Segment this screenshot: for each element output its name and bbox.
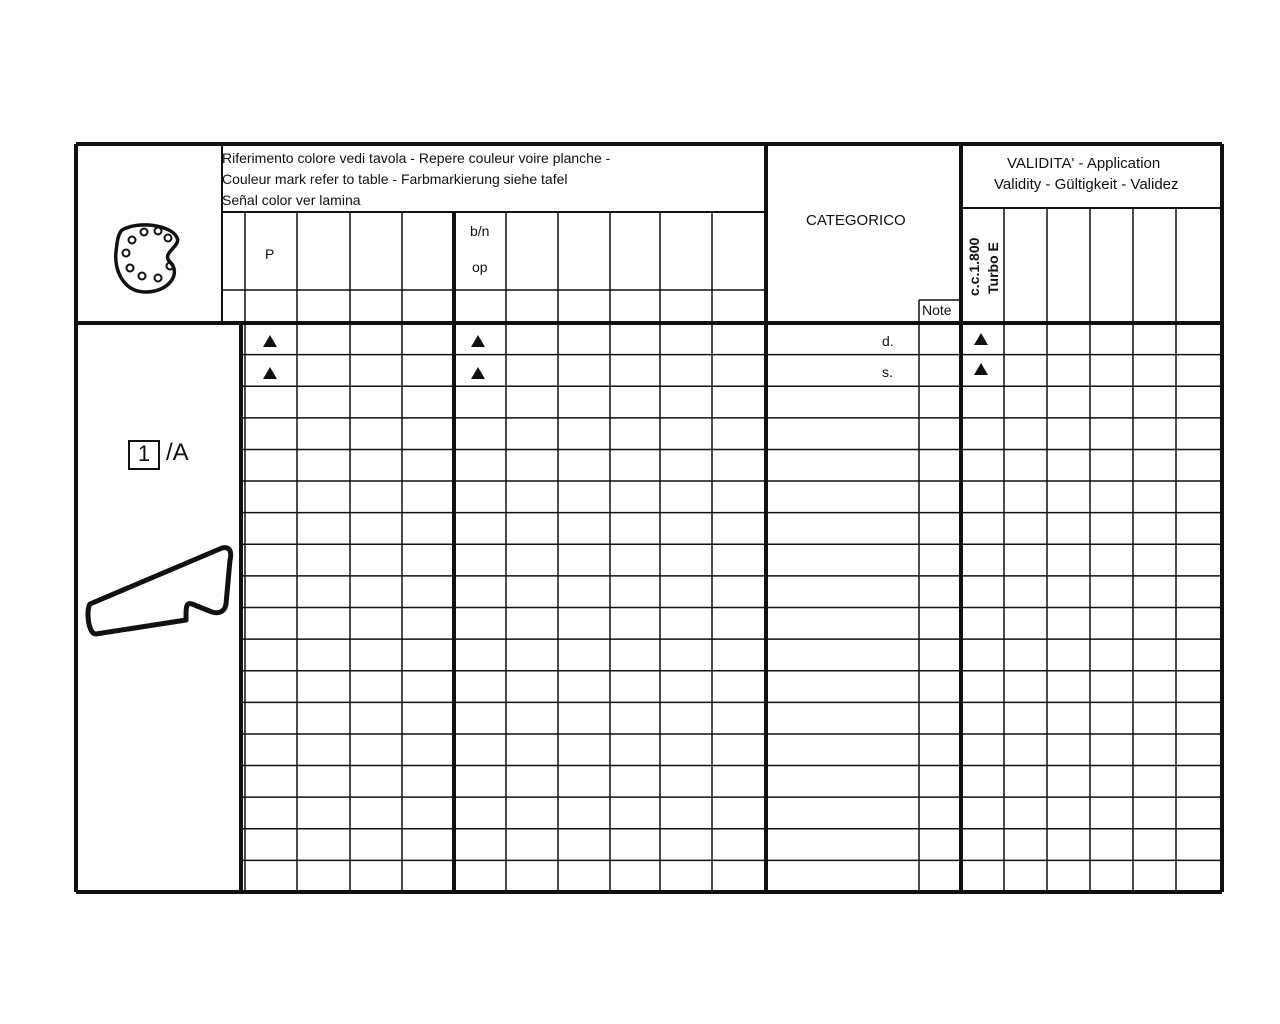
validity-title-strong: VALIDITA' bbox=[1007, 155, 1075, 172]
note-label: Note bbox=[922, 302, 952, 318]
reference-line-2: Couleur mark refer to table - Farbmarkierung siehe tafel bbox=[222, 171, 568, 187]
validity-model-line-1: c.c.1.800 bbox=[966, 237, 982, 296]
triangle-mark-icon bbox=[263, 367, 277, 379]
validity-title bbox=[1007, 156, 1160, 171]
validity-title-rest: - Application bbox=[1074, 155, 1161, 172]
validity-subtitle: Validity - Gültigkeit - Validez bbox=[994, 176, 1179, 193]
triangle-mark-icon bbox=[471, 335, 485, 347]
column-bn-label: b/n bbox=[470, 223, 490, 239]
triangle-mark-icon bbox=[974, 333, 988, 345]
category-title: CATEGORICO bbox=[806, 212, 906, 229]
reference-line-3: Señal color ver lamina bbox=[222, 192, 361, 208]
triangle-mark-icon bbox=[974, 363, 988, 375]
part-silhouette-icon bbox=[88, 548, 231, 634]
side-label-left: s. bbox=[882, 364, 893, 380]
part-number-suffix: /A bbox=[166, 439, 189, 466]
side-label-right: d. bbox=[882, 333, 894, 349]
validity-model-line-2: Turbo E bbox=[985, 242, 1001, 294]
reference-line-1: Riferimento colore vedi tavola - Repere couleur voire planche - bbox=[222, 150, 611, 166]
triangle-mark-icon bbox=[471, 367, 485, 379]
column-p-label: P bbox=[265, 246, 275, 262]
color-palette-icon bbox=[116, 225, 178, 292]
triangle-mark-icon bbox=[263, 335, 277, 347]
column-op-label: op bbox=[472, 259, 488, 275]
part-number-box: 1 bbox=[128, 440, 160, 470]
